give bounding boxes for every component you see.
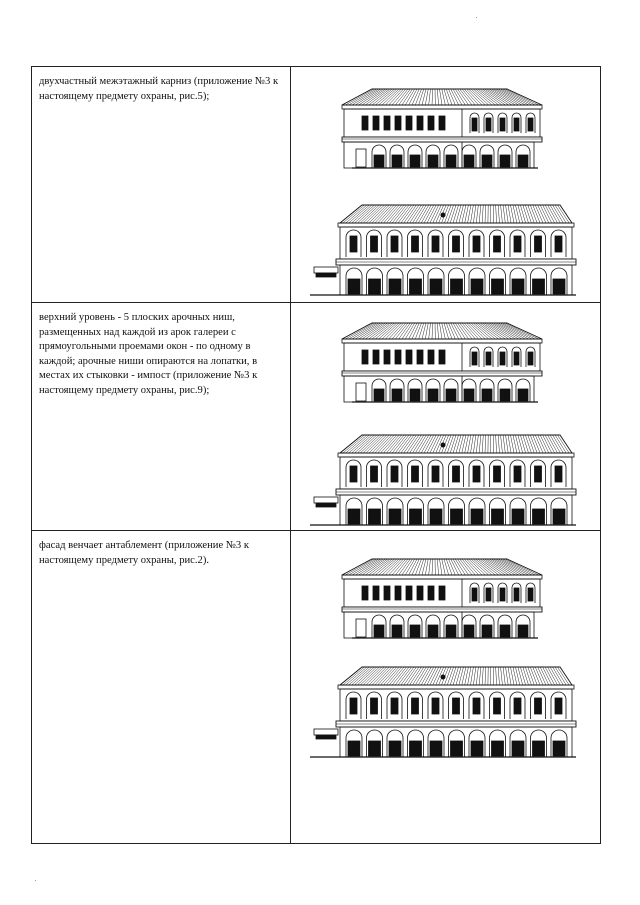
table-row (32, 303, 600, 531)
facade-drawing-front (310, 435, 576, 525)
facade-drawings (291, 303, 600, 531)
description-text: двухчастный межэтажный карниз (приложение №3 к настоящему предмету охраны, рис.5); (39, 76, 279, 102)
description-cell (32, 303, 291, 530)
facade-drawing-side (342, 89, 542, 168)
description-cell (32, 67, 291, 302)
facade-drawings-cell (291, 303, 600, 530)
protection-subject-table (31, 66, 601, 844)
facade-drawings (291, 67, 600, 303)
description-text: верхний уровень - 5 плоских арочных ниш, размещенных над каждой из арок галереи с прямоугольными проемами окон - по одному в каждой; арочные ниши опираются на лопатки, в местах их стыковки - импост (приложение №3 к настоящему предмету охраны, рис.9); (39, 312, 258, 396)
description-text: фасад венчает антаблемент (приложение №3 к настоящему предмету охраны, рис.2). (39, 540, 250, 566)
scan-speck (476, 17, 477, 18)
table-row (32, 67, 600, 303)
facade-drawing-front (310, 205, 576, 295)
facade-drawings (291, 531, 600, 843)
facade-drawing-front (310, 667, 576, 757)
facade-drawings-cell (291, 67, 600, 302)
scan-speck (35, 880, 36, 881)
facade-drawings-cell (291, 531, 600, 843)
facade-drawing-side (342, 559, 542, 638)
description-cell (32, 531, 291, 843)
facade-drawing-side (342, 323, 542, 402)
table-row (32, 531, 600, 843)
